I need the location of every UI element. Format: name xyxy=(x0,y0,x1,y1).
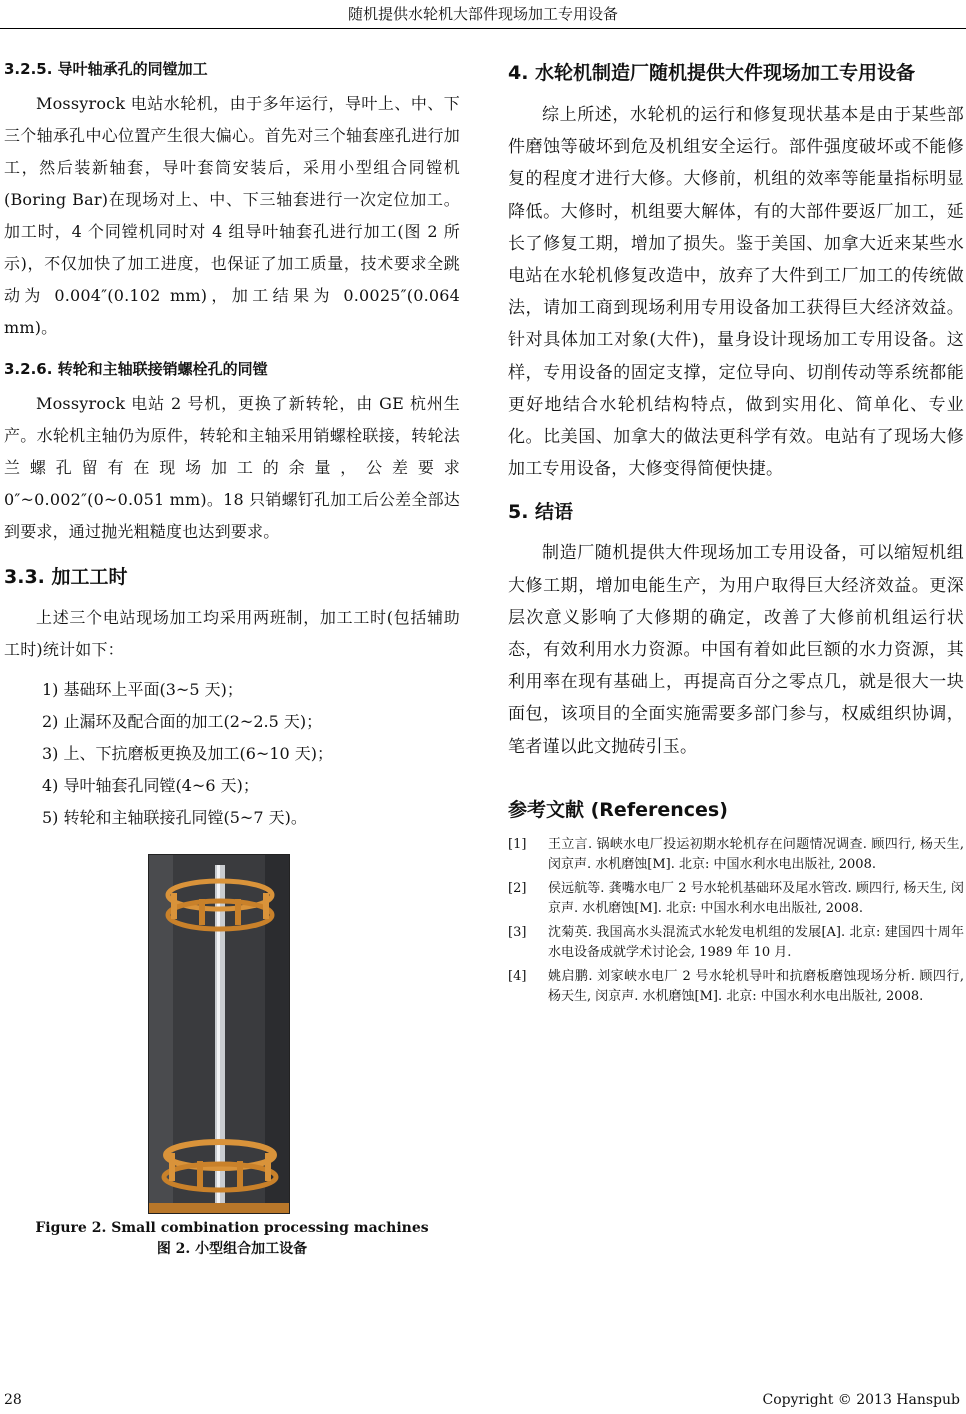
figure-caption-cn: 图 2. 小型组合加工设备 xyxy=(156,1241,308,1257)
page-number: 28 xyxy=(4,1392,22,1408)
references-title: 参考文献 (References) xyxy=(508,798,728,821)
reference-item xyxy=(508,835,964,875)
section-3-2-5-title: 3.2.5. 导叶轴承孔的同镗加工 xyxy=(4,60,208,78)
list-item: 5) 转轮和主轴联接孔同镗(5~7 天)。 xyxy=(42,808,307,827)
reference-text: 侯远航等. 龚嘴水电厂 2 号水轮机基础环及尾水管改. 顾四行, 杨天生, 闵京声. 水机磨蚀[M]. 北京: 中国水利水电出版社, 2008. xyxy=(548,880,964,916)
section-5-paragraph: 制造厂随机提供大件现场加工专用设备，可以缩短机组大修工期，增加电能生产，为用户取得巨大经济效益。更深层次意义影响了大修期的确定，改善了大修前机组运行状态，有效利用水力资源。中国有着如此巨额的水力资源，其利用率在现有基础上，再提高百分之零点几，就是很大一块面包，该项目的全面实施需要多部门参与，权威组织协调，笔者谨以此文抛砖引玉。 xyxy=(508,543,964,757)
header-rule xyxy=(0,28,966,29)
section-3-2-6-title: 3.2.6. 转轮和主轴联接销螺栓孔的同镗 xyxy=(4,360,268,378)
section-3-3-title: 3.3. 加工工时 xyxy=(4,566,128,588)
section-4-title: 4. 水轮机制造厂随机提供大件现场加工专用设备 xyxy=(508,62,916,84)
section-4-paragraph: 综上所述，水轮机的运行和修复现状基本是由于某些部件磨蚀等破坏到危及机组安全运行。部件强度破坏或不能修复的程度才进行大修。大修前，机组的效率等能量指标明显降低。大修时，机组要大解体，有的大部件要返厂加工，延长了修复工期，增加了损失。鉴于美国、加拿大近来某些水电站在水轮机修复改造中，放弃了大件到工厂加工的传统做法，请加工商到现场利用专用设备加工获得巨大经济效益。针对具体加工对象(大件)，量身设计现场加工专用设备。这样，专用设备的固定支撑，定位导向、切削传动等系统都能更好地结合水轮机结构特点，做到实用化、简单化、专业化。比美国、加拿大的做法更科学有效。电站有了现场大修加工专用设备，大修变得简便快捷。 xyxy=(508,105,964,480)
reference-number: [4] xyxy=(508,968,527,984)
reference-item xyxy=(508,923,964,963)
reference-text: 王立言. 锅峡水电厂投运初期水轮机存在问题情况调查. 顾四行, 杨天生, 闵京声. 水机磨蚀[M]. 北京: 中国水利水电出版社, 2008. xyxy=(548,836,964,872)
reference-item xyxy=(508,879,964,919)
work-hours-list xyxy=(4,674,460,834)
figure-2-photo xyxy=(148,854,290,1214)
left-column xyxy=(4,58,460,1260)
reference-number: [3] xyxy=(508,924,527,940)
section-3-3-paragraph: 上述三个电站现场加工均采用两班制，加工工时(包括辅助工时)统计如下： xyxy=(4,608,460,659)
list-item: 4) 导叶轴套孔同镗(4~6 天)； xyxy=(42,776,259,795)
list-item: 2) 止漏环及配合面的加工(2~2.5 天)； xyxy=(42,712,323,731)
reference-number: [2] xyxy=(508,880,527,896)
reference-text: 姚启鹏. 刘家峡水电厂 2 号水轮机导叶和抗磨板磨蚀现场分析. 顾四行, 杨天生, 闵京声. 水机磨蚀[M]. 北京: 中国水利水电出版社, 2008. xyxy=(548,968,964,1004)
references-list xyxy=(508,835,964,1007)
section-5-title: 5. 结语 xyxy=(508,501,574,524)
boring-machine-illustration xyxy=(149,855,289,1213)
running-header: 随机提供水轮机大部件现场加工专用设备 xyxy=(347,5,618,23)
right-column xyxy=(508,58,964,1011)
section-3-2-5-paragraph: Mossyrock 电站水轮机，由于多年运行，导叶上、中、下三个轴承孔中心位置产生很大偏心。首先对三个轴套座孔进行加工，然后装新轴套，导叶套筒安装后，采用小型组合同镗机(Boring Bar)在现场对上、中、下三轴套进行一次定位加工。加工时，4 个同镗机同时对 4 组导叶轴套孔进行加工(图 2 所示)，不仅加快了加工进度，也保证了加工质量，技术要求全跳动为 0.004″(0.102 mm)，加工结果为 0.0025″(0.064 mm)。 xyxy=(4,94,460,337)
reference-number: [1] xyxy=(508,836,527,852)
section-3-2-6-paragraph: Mossyrock 电站 2 号机，更换了新转轮，由 GE 杭州生产。水轮机主轴仍为原件，转轮和主轴采用销螺栓联接，转轮法兰螺孔留有在现场加工的余量，公差要求 0″~0.002″(0~0.051 mm)。18 只销螺钉孔加工后公差全部达到要求，通过抛光粗糙度也达到要求。 xyxy=(4,394,460,541)
copyright-notice: Copyright © 2013 Hanspub xyxy=(762,1392,960,1408)
reference-text: 沈菊英. 我国高水头混流式水轮发电机组的发展[A]. 北京: 建国四十周年水电设备成就学术讨论会, 1989 年 10 月. xyxy=(548,924,964,960)
list-item: 1) 基础环上平面(3~5 天)； xyxy=(42,680,243,699)
figure-caption-en: Figure 2. Small combination processing machines xyxy=(35,1220,429,1236)
list-item: 3) 上、下抗磨板更换及加工(6~10 天)； xyxy=(42,744,334,763)
reference-item xyxy=(508,967,964,1007)
